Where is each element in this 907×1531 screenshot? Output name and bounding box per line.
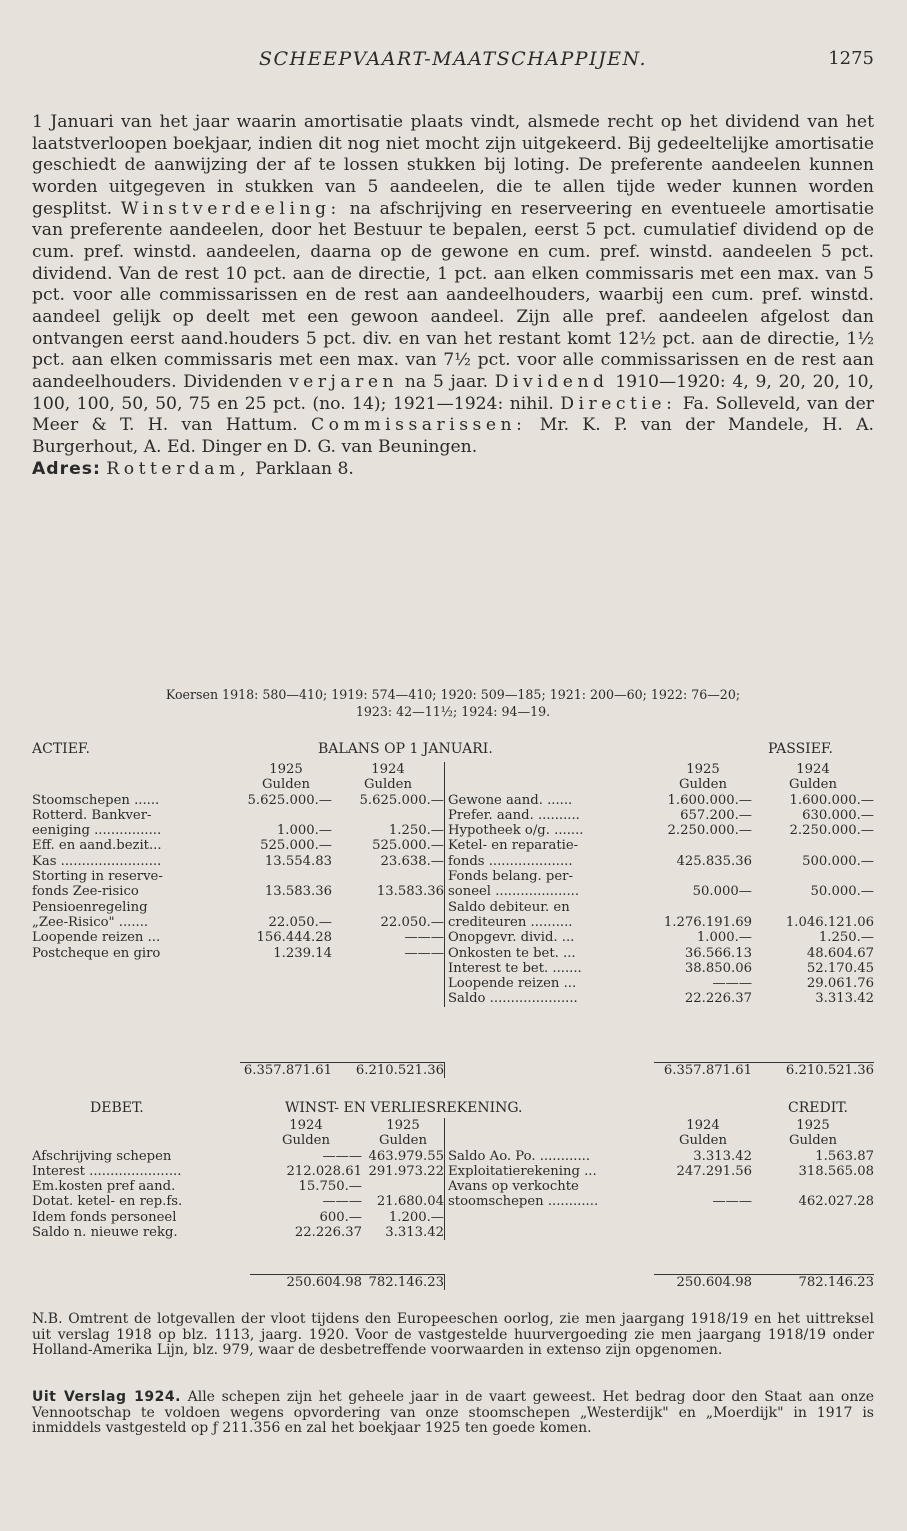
balance-year-2: 1924 bbox=[371, 762, 405, 777]
winst-row-value-left-1: 22.226.37 bbox=[294, 1225, 362, 1241]
winst-unit: Gulden bbox=[789, 1133, 837, 1149]
directie-label: Directie: bbox=[560, 393, 677, 414]
winst-total-credit-1925: 782.146.23 bbox=[752, 1274, 874, 1290]
winst-total-credit-1924: 250.604.98 bbox=[654, 1274, 752, 1290]
adres-label: Adres: bbox=[32, 458, 101, 479]
balance-unit: Gulden bbox=[262, 777, 310, 793]
balance-row-value-left-1 bbox=[240, 808, 332, 823]
balance-row-value-left-2: 23.638.— bbox=[380, 853, 444, 869]
balance-row-value-right-1: 1.600.000.— bbox=[667, 792, 752, 808]
balance-row-label-right: crediteuren .......... bbox=[444, 915, 654, 930]
winst-row-value-right-1: 3.313.42 bbox=[693, 1148, 752, 1164]
balance-row-value-left-1: 156.444.28 bbox=[256, 930, 332, 946]
winst-row-value-left-1: 212.028.61 bbox=[286, 1163, 362, 1179]
winst-row-value-left-2: 1.200.— bbox=[388, 1209, 444, 1225]
balance-row-value-left-2: 525.000.— bbox=[372, 838, 444, 854]
balance-row-value-right-1: 50.000— bbox=[692, 884, 752, 900]
winst-row-value-left-1: ——— bbox=[322, 1148, 362, 1164]
dividend-nihil: nihil. bbox=[509, 393, 554, 414]
page-header bbox=[32, 48, 874, 78]
balance-year-1: 1925 bbox=[269, 762, 303, 777]
amortisation-text: 1 Januari van het jaar waarin amortisatie plaats vindt, alsmede recht op het dividend van het laatstverloopen boekjaar, indien dit nog niet mocht zijn uitgekeerd. Bij gedeeltelijke amortisatie geschiedt de aanwijzing der af te lossen stukken bij loting. De preferente aandeelen kunnen worden uitgegeven in stukken van 5 aandeelen, die te allen tijde weder kunnen worden gesplitst. bbox=[32, 112, 874, 219]
verslag-paragraph bbox=[32, 1390, 874, 1437]
balance-unit: Gulden bbox=[679, 777, 727, 793]
company-description bbox=[32, 112, 874, 480]
balance-totals bbox=[32, 1062, 874, 1078]
balance-row-value-right-1: ——— bbox=[712, 976, 752, 992]
balance-row-value-left-2 bbox=[332, 961, 444, 976]
balance-row-value-right-1 bbox=[654, 900, 752, 915]
balance-row-label-left: eeniging ................ bbox=[32, 823, 162, 839]
balance-row-value-right-1: 1.000.— bbox=[696, 930, 752, 946]
winst-total-debet-1925: 782.146.23 bbox=[362, 1274, 444, 1290]
balance-row-label-right: Loopende reizen ... bbox=[444, 976, 654, 991]
balance-row-value-left-1: 525.000.— bbox=[260, 838, 332, 854]
balance-row-value-right-2: 3.313.42 bbox=[815, 991, 874, 1007]
balance-row-value-right-2: 2.250.000.— bbox=[789, 823, 874, 839]
winst-row-label-right: Saldo Ao. Po. ............ bbox=[444, 1149, 654, 1164]
balance-year-2-passief: 1924 bbox=[796, 762, 830, 777]
winst-row-label-right bbox=[444, 1225, 654, 1240]
winst-row-value-left-1: 600.— bbox=[319, 1209, 362, 1225]
winst-row-value-right-1 bbox=[654, 1179, 752, 1194]
balance-total-passief-1924: 6.210.521.36 bbox=[752, 1062, 874, 1078]
balance-row-value-right-2: 630.000.— bbox=[802, 807, 874, 823]
balance-row-value-left-1: 13.554.83 bbox=[264, 853, 332, 869]
balance-row-label-right: Gewone aand. ...... bbox=[444, 793, 654, 808]
balance-row-value-right-2: 48.604.67 bbox=[806, 945, 874, 961]
balance-row-value-left-2: 22.050.— bbox=[380, 914, 444, 930]
balance-row-value-left-1: 22.050.— bbox=[268, 914, 332, 930]
winst-row-value-left-1: ——— bbox=[322, 1194, 362, 1210]
balance-title: BALANS OP 1 JANUARI. bbox=[318, 741, 493, 757]
nb-note bbox=[32, 1312, 874, 1359]
winst-row-value-right-1 bbox=[654, 1210, 752, 1225]
winst-row-value-right-2: 462.027.28 bbox=[798, 1194, 874, 1210]
balance-row-value-right-1 bbox=[654, 838, 752, 853]
winst-row-value-left-1: 15.750.— bbox=[298, 1179, 362, 1195]
balance-row-value-left-2 bbox=[332, 976, 444, 991]
directie-text: Fa. Solleveld, van der Meer & T. H. van Hattum. bbox=[32, 393, 874, 436]
balance-unit: Gulden bbox=[789, 777, 837, 793]
profit-loss-totals bbox=[32, 1274, 874, 1290]
winst-row-label-left: Afschrijving schepen bbox=[32, 1148, 172, 1164]
balance-row-value-left-2: 5.625.000.— bbox=[359, 792, 444, 808]
balance-unit: Gulden bbox=[364, 777, 412, 793]
winst-row-value-right-2 bbox=[752, 1210, 874, 1225]
balance-row-label-right: Interest te bet. ....... bbox=[444, 961, 654, 976]
winst-title: WINST- EN VERLIESREKENING. bbox=[285, 1100, 523, 1116]
balance-row-value-left-1: 5.625.000.— bbox=[247, 792, 332, 808]
winst-credit-heading: CREDIT. bbox=[788, 1100, 848, 1116]
balance-row-value-left-2 bbox=[332, 900, 444, 915]
balance-row-label-left: „Zee-Risico" ....... bbox=[32, 914, 149, 930]
balance-row-value-left-1: 1.239.14 bbox=[273, 945, 332, 961]
page-number: 1275 bbox=[828, 48, 874, 69]
balance-total-actief-1924: 6.210.521.36 bbox=[332, 1062, 444, 1078]
nb-note-text: N.B. Omtrent de lotgevallen der vloot tijdens den Europeeschen oorlog, zie men jaargang 1918/19 en het uittreksel uit verslag 1918 op blz. 1113, jaarg. 1920. Voor de vastgestelde huurvergoeding zie men jaargang 1918/19 onder Holland-Amerika Lijn, blz. 979, waar de desbetreffende voorwaarden in extenso zijn opgenomen. bbox=[32, 1311, 874, 1358]
winst-row-label-left: Idem fonds personeel bbox=[32, 1209, 177, 1225]
winstverdeeling-label: Winstverdeeling: bbox=[120, 198, 341, 219]
winst-unit: Gulden bbox=[379, 1133, 427, 1149]
balance-row-value-left-1: 1.000.— bbox=[276, 823, 332, 839]
balance-row-label-right: Onopgevr. divid. ... bbox=[444, 930, 654, 945]
balance-row-label-left: Loopende reizen ... bbox=[32, 930, 161, 946]
description-paragraph bbox=[32, 112, 874, 459]
balance-row-value-left-1: 13.583.36 bbox=[264, 884, 332, 900]
balance-row-value-right-1 bbox=[654, 869, 752, 884]
balance-row-label-left: Storting in reserve- bbox=[32, 869, 163, 885]
address-line bbox=[32, 459, 874, 481]
balance-row-value-right-2: 52.170.45 bbox=[806, 960, 874, 976]
winst-row-label-left: Interest ...................... bbox=[32, 1163, 182, 1179]
balance-row-value-left-1 bbox=[240, 991, 332, 1006]
balance-row-value-right-1: 425.835.36 bbox=[676, 853, 752, 869]
balance-row-value-left-1 bbox=[240, 869, 332, 884]
balance-row-label-left bbox=[32, 976, 240, 991]
verslag-label: Uit Verslag 1924. bbox=[32, 1389, 181, 1405]
winst-row-value-left-2: 3.313.42 bbox=[385, 1225, 444, 1241]
balance-row-value-left-1 bbox=[240, 900, 332, 915]
balance-row-label-left: Postcheque en giro bbox=[32, 945, 161, 961]
winst-year-2: 1925 bbox=[386, 1118, 420, 1133]
winst-debet-heading: DEBET. bbox=[90, 1100, 144, 1116]
winst-total-debet-1924: 250.604.98 bbox=[250, 1274, 362, 1290]
verjaren-text: na 5 jaar. bbox=[404, 371, 489, 392]
balance-row-label-left: fonds Zee-risico bbox=[32, 884, 139, 900]
winst-row-value-right-2: 318.565.08 bbox=[798, 1163, 874, 1179]
balance-row-value-right-2: 1.250.— bbox=[818, 930, 874, 946]
balance-row-label-right: soneel .................... bbox=[444, 884, 654, 899]
balance-passief-heading: PASSIEF. bbox=[768, 741, 833, 757]
verslag-text: Alle schepen zijn het geheele jaar in de vaart geweest. Het bedrag door den Staat aan onze Vennootschap te voldoen wegens opvordering van onze stoomschepen „Westerdijk" en „Moerdijk" in 1917 is inmiddels vastgesteld op ƒ 211.356 en zal het boekjaar 1925 ten goede komen. bbox=[32, 1389, 875, 1436]
balance-row-label-right: Hypotheek o/g. ....... bbox=[444, 823, 654, 838]
balance-row-label-left: Pensioenregeling bbox=[32, 899, 148, 915]
balance-row-value-right-1: 22.226.37 bbox=[684, 991, 752, 1007]
adres-city: Rotterdam, bbox=[106, 458, 250, 479]
balance-row-value-left-2 bbox=[332, 869, 444, 884]
balance-row-label-left: Stoomschepen ...... bbox=[32, 792, 160, 808]
winst-row-value-right-2 bbox=[752, 1179, 874, 1194]
running-title: SCHEEPVAART-MAATSCHAPPIJEN. bbox=[258, 48, 648, 70]
balance-row-label-left: Eff. en aand.bezit... bbox=[32, 838, 162, 854]
balance-row-label-right: Saldo ..................... bbox=[444, 991, 654, 1006]
winst-row-label-right: stoomschepen ............ bbox=[444, 1194, 654, 1209]
winst-unit: Gulden bbox=[679, 1133, 727, 1149]
commissarissen-label: Commissarissen: bbox=[311, 415, 527, 436]
balance-row-value-left-1 bbox=[240, 961, 332, 976]
balance-row-value-right-2: 1.600.000.— bbox=[789, 792, 874, 808]
winst-row-value-right-2: 1.563.87 bbox=[815, 1148, 874, 1164]
balance-row-label-left bbox=[32, 991, 240, 1006]
winst-row-value-right-1: ——— bbox=[712, 1194, 752, 1210]
winst-unit: Gulden bbox=[282, 1133, 330, 1149]
winst-row-value-right-1 bbox=[654, 1225, 752, 1240]
share-prices-line-2: 1923: 42—11½; 1924: 94—19. bbox=[355, 704, 551, 719]
profit-loss-table bbox=[32, 1118, 874, 1240]
balance-row-label-right: fonds .................... bbox=[444, 854, 654, 869]
balance-row-label-right: Ketel- en reparatie- bbox=[444, 838, 654, 853]
balance-row-label-right: Saldo debiteur. en bbox=[444, 900, 654, 915]
balance-row-label-right: Fonds belang. per- bbox=[444, 869, 654, 884]
balance-row-label-left bbox=[32, 961, 240, 976]
balance-row-value-left-2 bbox=[332, 991, 444, 1006]
winst-row-value-left-2: 21.680.04 bbox=[376, 1194, 444, 1210]
winst-row-value-left-2: 463.979.55 bbox=[368, 1148, 444, 1164]
winst-row-label-right: Avans op verkochte bbox=[444, 1179, 654, 1194]
commissarissen-text: Mr. K. P. van der Mandele, H. A. Burgerhout, A. Ed. Dinger en D. G. van Beuningen. bbox=[32, 415, 875, 457]
dividend-label: Dividend bbox=[494, 371, 609, 392]
balance-row-label-right: Prefer. aand. .......... bbox=[444, 808, 654, 823]
winst-row-label-left: Saldo n. nieuwe rekg. bbox=[32, 1225, 178, 1241]
balance-row-value-right-2 bbox=[752, 900, 874, 915]
balance-row-value-left-1 bbox=[240, 976, 332, 991]
balance-sheet-table bbox=[32, 762, 874, 1007]
winst-year-2-credit: 1925 bbox=[796, 1118, 830, 1133]
balance-row-value-right-2 bbox=[752, 869, 874, 884]
balance-total-passief-1925: 6.357.871.61 bbox=[654, 1062, 752, 1078]
dividend-text: 1910—1920: 4, 9, 20, 20, 10, 100, 100, 50, 50, 75 en 25 pct. (no. 14); 1921—1924: bbox=[32, 371, 874, 414]
winst-row-value-left-2 bbox=[362, 1179, 444, 1194]
balance-row-value-right-2: 1.046.121.06 bbox=[785, 914, 874, 930]
balance-total-actief-1925: 6.357.871.61 bbox=[240, 1062, 332, 1078]
balance-row-value-right-1: 657.200.— bbox=[680, 807, 752, 823]
balance-row-value-right-2: 500.000.— bbox=[802, 853, 874, 869]
winst-row-label-right: Exploitatierekening ... bbox=[444, 1164, 654, 1179]
balance-row-value-right-1: 36.566.13 bbox=[684, 945, 752, 961]
balance-row-value-right-1: 38.850.06 bbox=[684, 960, 752, 976]
balance-row-value-right-1: 2.250.000.— bbox=[667, 823, 752, 839]
balance-row-value-right-2: 50.000.— bbox=[810, 884, 874, 900]
winst-year-1: 1924 bbox=[289, 1118, 323, 1133]
winst-row-value-left-2: 291.973.22 bbox=[368, 1163, 444, 1179]
share-prices bbox=[32, 686, 874, 720]
winst-year-1-credit: 1924 bbox=[686, 1118, 720, 1133]
balance-row-value-left-2: 1.250.— bbox=[388, 823, 444, 839]
balance-actief-heading: ACTIEF. bbox=[32, 741, 90, 757]
balance-row-label-left: Kas ........................ bbox=[32, 853, 162, 869]
verjaren-label: verjaren bbox=[288, 371, 399, 392]
balance-row-value-left-2 bbox=[332, 808, 444, 823]
balance-row-value-left-2: 13.583.36 bbox=[376, 884, 444, 900]
balance-row-label-left: Rotterd. Bankver- bbox=[32, 807, 152, 823]
winst-row-label-left: Dotat. ketel- en rep.fs. bbox=[32, 1194, 183, 1210]
winstverdeeling-text: na afschrijving en reserveering en eventueele amortisatie van preferente aandeelen, door het Bestuur te bepalen, eerst 5 pct. cumulatief dividend op de cum. pref. winstd. aandeelen, daarna op de gewone en cum. pref. winstd. aandeelen 5 pct. dividend. Van de rest 10 pct. aan de directie, 1 pct. aan elken commissaris met een max. van 5 pct. voor alle commissarissen en de rest aan aandeelhouders, waarbij een cum. pref. winstd. aandeel gelijk op deelt met een gewoon aandeel. Zijn alle pref. aandeelen afgelost dan ontvangen eerst aand.houders 5 pct. div. en van het restant komt 12½ pct. aan de directie, 1½ pct. aan elken commissaris met een max. van 7½ pct. voor alle commissarissen en de rest aan aandeelhouders. Dividenden bbox=[32, 198, 874, 392]
adres-street: Parklaan 8. bbox=[255, 458, 354, 479]
balance-row-value-left-2: ——— bbox=[404, 930, 444, 946]
balance-row-value-right-2 bbox=[752, 838, 874, 853]
winst-row-label-left: Em.kosten pref aand. bbox=[32, 1179, 176, 1195]
winst-row-value-right-1: 247.291.56 bbox=[676, 1163, 752, 1179]
share-prices-line-1: Koersen 1918: 580—410; 1919: 574—410; 1920: 509—185; 1921: 200—60; 1922: 76—20; bbox=[165, 687, 741, 702]
verslag-note bbox=[32, 1390, 874, 1437]
balance-row-value-left-2: ——— bbox=[404, 945, 444, 961]
winst-row-label-right bbox=[444, 1210, 654, 1225]
balance-row-value-right-1: 1.276.191.69 bbox=[663, 914, 752, 930]
balance-year-1-passief: 1925 bbox=[686, 762, 720, 777]
balance-row-value-right-2: 29.061.76 bbox=[806, 976, 874, 992]
winst-row-value-right-2 bbox=[752, 1225, 874, 1240]
balance-row-label-right: Onkosten te bet. ... bbox=[444, 946, 654, 961]
